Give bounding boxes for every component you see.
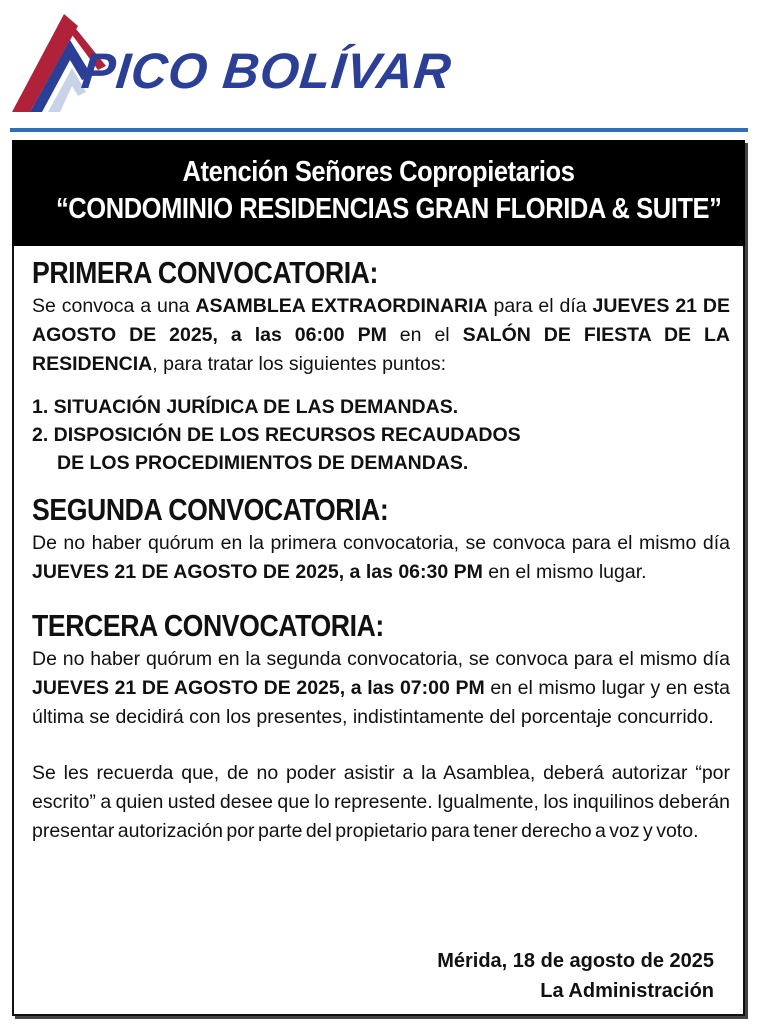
signer: La Administración (540, 980, 714, 1002)
text: en el mismo lugar y en esta última se decidirá con los presentes, indistintamente del porcentaje concurrido. (32, 677, 730, 728)
text: en el (386, 324, 463, 346)
bold-text: SALÓN DE FIESTA DE LA RESIDENCIA (32, 324, 730, 375)
header-line-2: “CONDOMINIO RESIDENCIAS GRAN FLORIDA & SUITE” (55, 193, 722, 225)
bold-text: JUEVES 21 DE AGOSTO DE 2025, a las 07:00 PM (32, 677, 485, 699)
text: para el día (487, 295, 593, 317)
notice-header (12, 140, 745, 246)
header-divider (10, 128, 748, 132)
bold-text: JUEVES 21 DE AGOSTO DE 2025, a las 06:00 PM (32, 295, 730, 346)
text: De no haber quórum en la primera convocatoria, se convoca para el mismo día (32, 532, 730, 554)
agenda-list (32, 393, 730, 477)
primera-title: PRIMERA CONVOCATORIA: (32, 255, 378, 290)
agenda-item: DE LOS PROCEDIMIENTOS DE DEMANDAS. (57, 452, 469, 474)
text: en el mismo lugar. (482, 561, 647, 583)
segunda-title: SEGUNDA CONVOCATORIA: (32, 492, 389, 527)
agenda-item: 1. SITUACIÓN JURÍDICA DE LAS DEMANDAS. (32, 396, 459, 418)
text: Se convoca a una (32, 295, 196, 317)
signature-block (437, 946, 714, 1006)
segunda-paragraph (32, 529, 730, 587)
header-line-1: Atención Señores Copropietarios (182, 156, 575, 188)
tercera-paragraph (32, 645, 730, 732)
logo-wordmark: PICO BOLÍVAR (79, 43, 455, 99)
text: , para tratar los siguientes puntos: (152, 353, 447, 375)
text: De no haber quórum en la segunda convocatoria, se convoca para el mismo día (32, 648, 730, 670)
primera-paragraph (32, 292, 730, 379)
bold-text: ASAMBLEA EXTRAORDINARIA (195, 295, 488, 317)
reminder-paragraph: Se les recuerda que, de no poder asistir a la Asamblea, deberá autorizar “por escrito” a quien usted desee que lo represente. Igualmente, los inquilinos deberán presentar autorización por parte del propietario para tener derecho a voz y voto. (32, 762, 730, 842)
tercera-title: TERCERA CONVOCATORIA: (32, 608, 384, 643)
agenda-item: 2. DISPOSICIÓN DE LOS RECURSOS RECAUDADOS (32, 424, 521, 446)
notice-content (32, 254, 730, 846)
bold-text: JUEVES 21 DE AGOSTO DE 2025, a las 06:30 PM (32, 561, 483, 583)
place-date: Mérida, 18 de agosto de 2025 (437, 950, 714, 972)
